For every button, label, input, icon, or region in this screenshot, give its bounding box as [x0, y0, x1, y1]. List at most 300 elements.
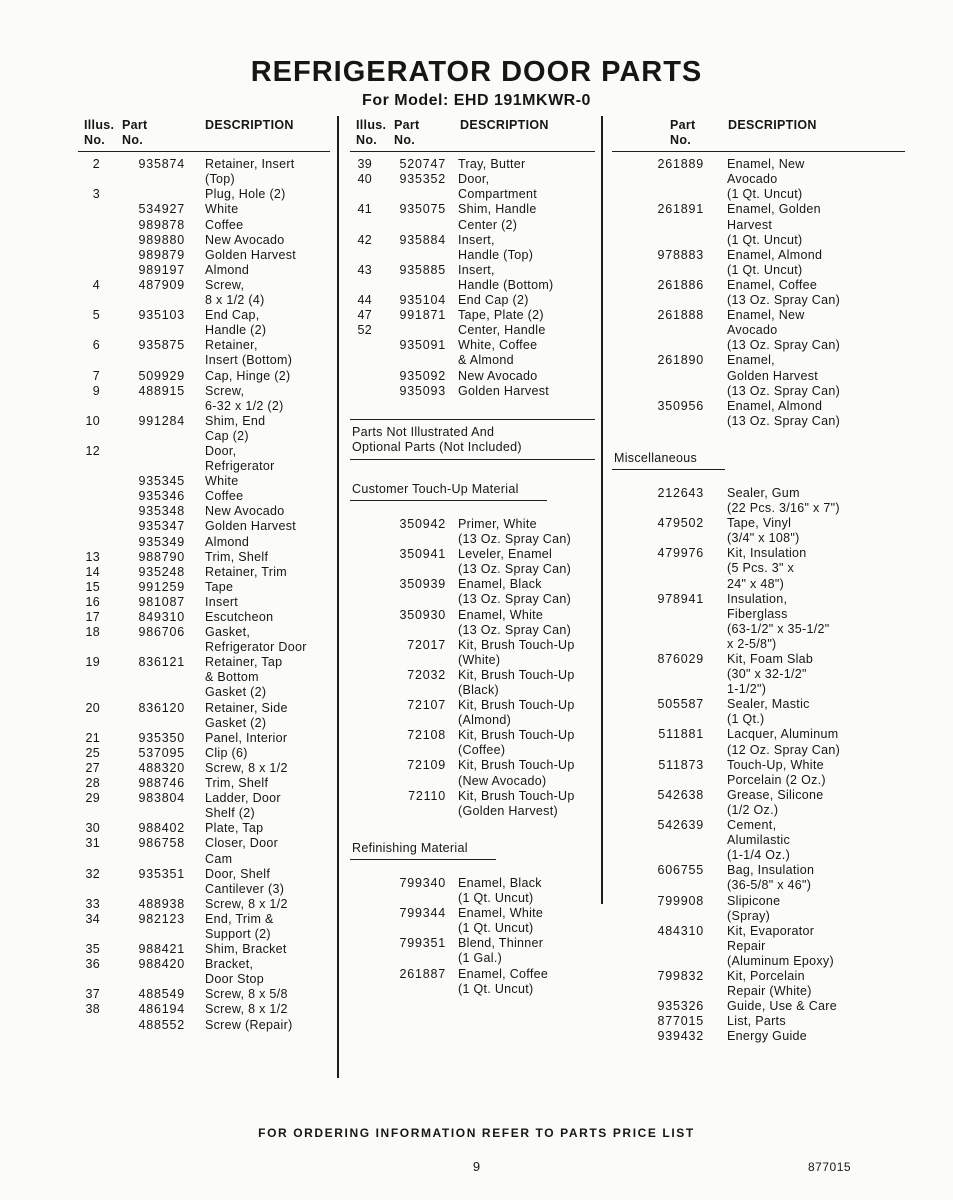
part-number: 991871: [399, 308, 446, 323]
part-number: 935351: [138, 866, 185, 881]
part-number: 261886: [657, 277, 704, 292]
parts-row: [612, 353, 905, 398]
part-number: 989880: [138, 232, 185, 247]
parts-row: [78, 625, 330, 655]
part-description: Enamel, New Avocado (1 Qt. Uncut): [727, 157, 805, 202]
illus-number: [78, 202, 100, 217]
part-description: Tape, Plate (2): [458, 308, 544, 323]
column-3-header: [612, 118, 905, 152]
part-description: Door, Shelf Cantilever (3): [205, 866, 285, 896]
parts-row: [612, 157, 905, 202]
part-description: Cap, Hinge (2): [205, 368, 291, 383]
part-number: 935884: [399, 232, 446, 247]
part-description: Kit, Evaporator Repair (Aluminum Epoxy): [727, 923, 834, 968]
part-number: 989879: [138, 247, 185, 262]
part-number: 939432: [657, 1029, 704, 1044]
part-description: Kit, Brush Touch-Up (Coffee): [458, 728, 575, 758]
part-description: Ladder, Door Shelf (2): [205, 791, 281, 821]
part-number: 935352: [399, 172, 446, 187]
parts-row: [350, 157, 595, 172]
parts-row: [78, 263, 330, 278]
illus-number: 14: [85, 564, 100, 579]
parts-row: [78, 338, 330, 368]
part-number: 978883: [657, 247, 704, 262]
parts-row: [78, 957, 330, 987]
part-number: 978941: [657, 591, 704, 606]
parts-row: [612, 278, 905, 308]
part-description: Plate, Tap: [205, 821, 264, 836]
part-description: Sealer, Gum (22 Pcs. 3/16" x 7"): [727, 485, 840, 516]
part-number: 72107: [407, 698, 446, 713]
illus-no-header-line1: Illus.: [356, 118, 387, 132]
part-number: 991259: [138, 579, 185, 594]
part-number: 935091: [399, 338, 446, 353]
parts-row: [78, 565, 330, 580]
part-number: 799340: [399, 875, 446, 890]
part-number: 488915: [138, 383, 185, 398]
part-description: Enamel, Coffee (1 Qt. Uncut): [458, 966, 549, 996]
parts-row: [78, 942, 330, 957]
parts-row: [78, 776, 330, 791]
part-description: End Cap (2): [458, 293, 529, 308]
part-number: 542638: [657, 787, 704, 802]
part-number: 849310: [138, 610, 185, 624]
part-description: Door, Refrigerator: [205, 443, 275, 474]
part-description: Enamel, Coffee (13 Oz. Spray Can): [727, 277, 841, 308]
part-description: New Avocado: [205, 232, 285, 247]
illus-number: 12: [85, 443, 100, 458]
parts-row: [78, 987, 330, 1002]
parts-row: [78, 821, 330, 836]
document-number: 877015: [808, 1160, 852, 1174]
part-description: Enamel, Black (13 Oz. Spray Can): [458, 577, 572, 607]
parts-row: [78, 414, 330, 444]
column-1-rows: [78, 157, 330, 1032]
part-number: 509929: [138, 368, 185, 383]
part-description: Kit, Brush Touch-Up (Golden Harvest): [458, 788, 575, 818]
part-number: 989878: [138, 217, 185, 232]
part-description: Trim, Shelf: [205, 776, 269, 791]
parts-row: [78, 369, 330, 384]
part-number: 261887: [399, 966, 446, 981]
part-description: End, Trim & Support (2): [205, 911, 274, 941]
part-number: 935326: [657, 999, 704, 1014]
page-number: 9: [472, 1159, 481, 1174]
parts-row: [612, 546, 905, 591]
part-number: 350939: [399, 577, 446, 592]
part-description: Enamel, White (1 Qt. Uncut): [458, 906, 544, 936]
parts-row: [78, 218, 330, 233]
parts-row: [350, 384, 595, 399]
part-number: 488549: [138, 987, 185, 1002]
illus-number: 25: [85, 745, 100, 760]
illus-number: 17: [85, 610, 100, 624]
illus-number: 37: [85, 987, 100, 1002]
part-description: Screw, 8 x 5/8: [205, 987, 288, 1002]
parts-row: [350, 668, 595, 698]
part-description: Kit, Brush Touch-Up (Black): [458, 667, 575, 697]
illus-number: [78, 1018, 100, 1033]
part-description: Golden Harvest: [205, 519, 297, 534]
illus-number: 7: [92, 368, 100, 383]
illus-number: [350, 338, 372, 368]
parts-row: [78, 610, 330, 625]
parts-row: [350, 369, 595, 384]
part-description: Screw, 8 x 1/2: [205, 896, 288, 911]
part-description: Kit, Insulation (5 Pcs. 3" x 24" x 48"): [727, 546, 807, 591]
part-number: 935075: [399, 202, 446, 217]
part-number: 261890: [657, 353, 704, 368]
illus-number: 35: [85, 942, 100, 957]
part-description: Screw, 8 x 1/2 (4): [205, 277, 265, 308]
parts-row: [78, 187, 330, 202]
part-description: Kit, Porcelain Repair (White): [727, 968, 812, 999]
part-number: 988421: [138, 942, 185, 957]
parts-row: [78, 595, 330, 610]
not-illustrated-line1: Parts Not Illustrated And: [352, 424, 495, 439]
part-number: 988402: [138, 821, 185, 836]
illus-number: 28: [85, 776, 100, 791]
part-number: 479502: [657, 516, 704, 531]
part-no-header-line1: Part: [394, 118, 420, 132]
parts-row: [612, 592, 905, 652]
touch-up-material-rows: [350, 517, 595, 819]
parts-row: [350, 293, 595, 308]
part-description: Almond: [205, 262, 250, 277]
illus-number: 39: [357, 157, 372, 172]
parts-row: [612, 248, 905, 278]
parts-row: [612, 924, 905, 969]
not-illustrated-heading: [350, 419, 595, 460]
part-number: 799832: [657, 968, 704, 983]
part-number: 991284: [138, 413, 185, 428]
part-number: 988790: [138, 549, 185, 564]
illus-number: 10: [85, 413, 100, 428]
part-number: 542639: [657, 818, 704, 833]
part-description: Insert, Handle (Bottom): [458, 262, 554, 292]
part-description: Kit, Brush Touch-Up (White): [458, 637, 575, 667]
model-subtitle: For Model: EHD 191MKWR-0: [362, 92, 591, 109]
parts-row: [78, 580, 330, 595]
part-number: 935349: [138, 534, 185, 549]
parts-row: [612, 652, 905, 697]
parts-row: [350, 308, 595, 323]
part-description: Enamel, Almond (13 Oz. Spray Can): [727, 398, 841, 428]
part-description: Insert, Handle (Top): [458, 232, 534, 262]
part-number: 799351: [399, 936, 446, 951]
parts-row: [78, 836, 330, 866]
part-number: 505587: [657, 697, 704, 712]
part-number: 935874: [138, 157, 185, 172]
illus-number: 31: [85, 836, 100, 851]
part-description: Shim, Handle Center (2): [458, 202, 537, 232]
part-number: 986706: [138, 625, 185, 640]
part-number: 72017: [407, 637, 446, 652]
column-divider-2: [601, 116, 603, 904]
parts-row: [350, 547, 595, 577]
parts-row: [78, 550, 330, 565]
parts-row: [612, 863, 905, 893]
parts-row: [78, 655, 330, 700]
refinishing-material-rows: [350, 876, 595, 997]
description-header: DESCRIPTION: [205, 118, 294, 132]
part-description: Tape, Vinyl (3/4" x 108"): [727, 516, 800, 546]
part-description: New Avocado: [205, 504, 285, 519]
part-number: [372, 323, 446, 338]
section-title-customer-touch-up: Customer Touch-Up Material: [350, 482, 547, 501]
illus-number: 21: [85, 730, 100, 745]
parts-row: [350, 698, 595, 728]
part-number: 261889: [657, 157, 704, 172]
part-number: 989197: [138, 262, 185, 277]
part-number: 534927: [138, 202, 185, 217]
illus-no-header-line2: No.: [84, 133, 106, 148]
illus-number: 32: [85, 866, 100, 881]
part-description: Guide, Use & Care: [727, 999, 838, 1014]
part-number: 72109: [407, 758, 446, 773]
part-number: 983804: [138, 791, 185, 806]
part-description: Sealer, Mastic (1 Qt.): [727, 697, 810, 727]
parts-row: [350, 233, 595, 263]
part-number: 212643: [657, 485, 704, 500]
part-description: Enamel, Almond (1 Qt. Uncut): [727, 247, 823, 277]
part-description: White, Coffee & Almond: [458, 338, 538, 368]
part-number: 935248: [138, 564, 185, 579]
parts-column-2: [350, 118, 595, 997]
part-description: Shim, Bracket: [205, 942, 287, 957]
illus-number: [350, 384, 372, 399]
illus-number: 33: [85, 896, 100, 911]
part-number: 488552: [138, 1017, 185, 1032]
illus-number: 18: [85, 625, 100, 640]
parts-row: [612, 999, 905, 1014]
part-number: 479976: [657, 546, 704, 561]
part-description: Kit, Brush Touch-Up (New Avocado): [458, 758, 575, 788]
part-number: 877015: [657, 1014, 704, 1029]
part-description: Retainer, Insert (Bottom): [205, 338, 293, 368]
parts-row: [350, 338, 595, 368]
part-description: White: [205, 202, 239, 217]
part-description: Insert: [205, 594, 239, 609]
illus-number: [78, 248, 100, 263]
parts-row: [78, 912, 330, 942]
illus-number: [78, 263, 100, 278]
part-description: Retainer, Side Gasket (2): [205, 700, 288, 730]
illus-number: 16: [85, 594, 100, 609]
part-no-header-line1: Part: [670, 118, 696, 132]
part-description: Cement, Alumilastic (1-1/4 Oz.): [727, 818, 791, 863]
illus-number: 9: [92, 383, 100, 398]
parts-row: [350, 202, 595, 232]
illus-number: 52: [357, 323, 372, 338]
parts-row: [612, 758, 905, 788]
part-description: White: [205, 474, 239, 489]
illus-number: [350, 369, 372, 384]
parts-row: [350, 172, 595, 202]
illus-number: 15: [85, 579, 100, 594]
part-no-header-line2: No.: [670, 133, 692, 148]
part-description: Almond: [205, 534, 250, 549]
illus-number: [78, 233, 100, 248]
part-description: Retainer, Insert (Top): [205, 157, 295, 187]
parts-row: [78, 202, 330, 217]
part-number: 935345: [138, 474, 185, 489]
part-description: Primer, White (13 Oz. Spray Can): [458, 516, 572, 547]
not-illustrated-line2: Optional Parts (Not Included): [352, 439, 522, 454]
illus-number: 27: [85, 760, 100, 775]
parts-row: [612, 399, 905, 429]
parts-row: [78, 731, 330, 746]
illus-number: [78, 474, 100, 489]
part-number: 988746: [138, 776, 185, 791]
illus-number: 44: [357, 293, 372, 308]
part-number: 486194: [138, 1002, 185, 1017]
part-description: Golden Harvest: [458, 383, 550, 398]
part-description: Enamel, Black (1 Qt. Uncut): [458, 875, 542, 906]
part-description: Bracket, Door Stop: [205, 957, 264, 987]
parts-row: [78, 897, 330, 912]
illus-no-header-line1: Illus.: [84, 118, 115, 132]
parts-row: [78, 504, 330, 519]
part-description: Clip (6): [205, 745, 248, 760]
part-number: 935885: [399, 262, 446, 277]
illus-number: 40: [357, 172, 372, 187]
ordering-note: FOR ORDERING INFORMATION REFER TO PARTS PRICE LIST: [258, 1126, 695, 1140]
column-2-rows: [350, 157, 595, 399]
parts-row: [78, 157, 330, 187]
parts-row: [78, 489, 330, 504]
part-description: Coffee: [205, 489, 244, 504]
part-number: 836120: [138, 700, 185, 715]
part-number: 350956: [657, 398, 704, 413]
part-number: 511873: [658, 757, 704, 772]
parts-row: [350, 323, 595, 338]
illus-number: 29: [85, 791, 100, 806]
part-number: [100, 444, 185, 474]
illus-number: 13: [85, 549, 100, 564]
parts-row: [350, 517, 595, 547]
part-description: End Cap, Handle (2): [205, 308, 267, 338]
illus-number: 42: [357, 232, 372, 247]
part-number: 799344: [399, 906, 446, 921]
parts-row: [350, 263, 595, 293]
parts-row: [612, 727, 905, 757]
illus-number: 47: [357, 308, 372, 323]
parts-row: [78, 867, 330, 897]
part-number: 487909: [138, 277, 185, 292]
parts-row: [78, 761, 330, 776]
part-description: Coffee: [205, 217, 244, 232]
illus-number: 30: [85, 821, 100, 836]
part-number: 606755: [657, 863, 704, 878]
part-description: Center, Handle: [458, 323, 546, 338]
parts-row: [350, 936, 595, 966]
part-description: Enamel, New Avocado (13 Oz. Spray Can): [727, 308, 841, 353]
part-number: 935103: [138, 308, 185, 323]
part-description: Enamel, Golden Harvest (13 Oz. Spray Can): [727, 353, 841, 398]
illus-no-header-line2: No.: [356, 133, 378, 148]
illus-number: 20: [85, 700, 100, 715]
parts-row: [612, 894, 905, 924]
parts-row: [612, 486, 905, 516]
column-divider-1: [337, 116, 339, 1078]
parts-row: [612, 969, 905, 999]
part-number: [100, 187, 185, 202]
parts-row: [78, 746, 330, 761]
part-number: 799908: [657, 893, 704, 908]
parts-row: [350, 876, 595, 906]
part-number: 935347: [138, 519, 185, 534]
part-number: 72108: [407, 728, 446, 743]
parts-column-1: [78, 118, 330, 1033]
parts-row: [78, 248, 330, 263]
part-number: 935350: [138, 730, 185, 745]
column-1-header: [78, 118, 330, 152]
part-description: Panel, Interior: [205, 730, 288, 745]
parts-row: [612, 516, 905, 546]
illus-number: [78, 504, 100, 519]
part-number: 935346: [138, 489, 185, 504]
miscellaneous-rows: [612, 486, 905, 1044]
part-description: Screw (Repair): [205, 1017, 293, 1032]
part-description: Screw, 6-32 x 1/2 (2): [205, 383, 284, 413]
part-description: Kit, Foam Slab (30" x 32-1/2" 1-1/2"): [727, 652, 814, 697]
part-number: 537095: [138, 745, 185, 760]
parts-row: [350, 577, 595, 607]
part-description: Leveler, Enamel (13 Oz. Spray Can): [458, 547, 572, 577]
parts-row: [612, 1014, 905, 1029]
part-description: Insulation, Fiberglass (63-1/2" x 35-1/2" x 2-5/8"): [727, 591, 830, 651]
part-description: Retainer, Trim: [205, 564, 288, 579]
illus-number: 6: [92, 338, 100, 353]
part-number: 72032: [407, 667, 446, 682]
parts-column-3: [612, 118, 905, 1044]
part-description: Kit, Brush Touch-Up (Almond): [458, 698, 575, 728]
part-number: 520747: [399, 157, 446, 172]
part-description: Slipicone (Spray): [727, 893, 781, 923]
part-description: Screw, 8 x 1/2: [205, 760, 288, 775]
part-number: 935093: [399, 383, 446, 398]
part-description: Shim, End Cap (2): [205, 413, 266, 443]
parts-row: [350, 638, 595, 668]
part-number: 935348: [138, 504, 185, 519]
part-description: Door, Compartment: [458, 172, 538, 202]
description-header: DESCRIPTION: [460, 118, 549, 132]
illus-number: [78, 519, 100, 534]
parts-row: [612, 202, 905, 247]
parts-row: [78, 535, 330, 550]
parts-row: [78, 474, 330, 489]
part-number: 876029: [657, 652, 704, 666]
parts-row: [612, 697, 905, 727]
part-description: Tape: [205, 579, 234, 594]
page-title: REFRIGERATOR DOOR PARTS: [250, 56, 703, 88]
parts-row: [78, 278, 330, 308]
part-description: Escutcheon: [205, 610, 274, 624]
parts-row: [78, 1018, 330, 1033]
parts-row: [78, 1002, 330, 1017]
parts-row: [78, 384, 330, 414]
section-title-miscellaneous: Miscellaneous: [612, 451, 725, 470]
part-number: 261891: [657, 202, 704, 217]
part-description: Plug, Hole (2): [205, 187, 286, 202]
part-number: 982123: [138, 911, 185, 926]
parts-row: [350, 758, 595, 788]
parts-row: [78, 791, 330, 821]
part-number: 935092: [399, 368, 446, 383]
illus-number: 38: [85, 1002, 100, 1017]
parts-row: [78, 444, 330, 474]
